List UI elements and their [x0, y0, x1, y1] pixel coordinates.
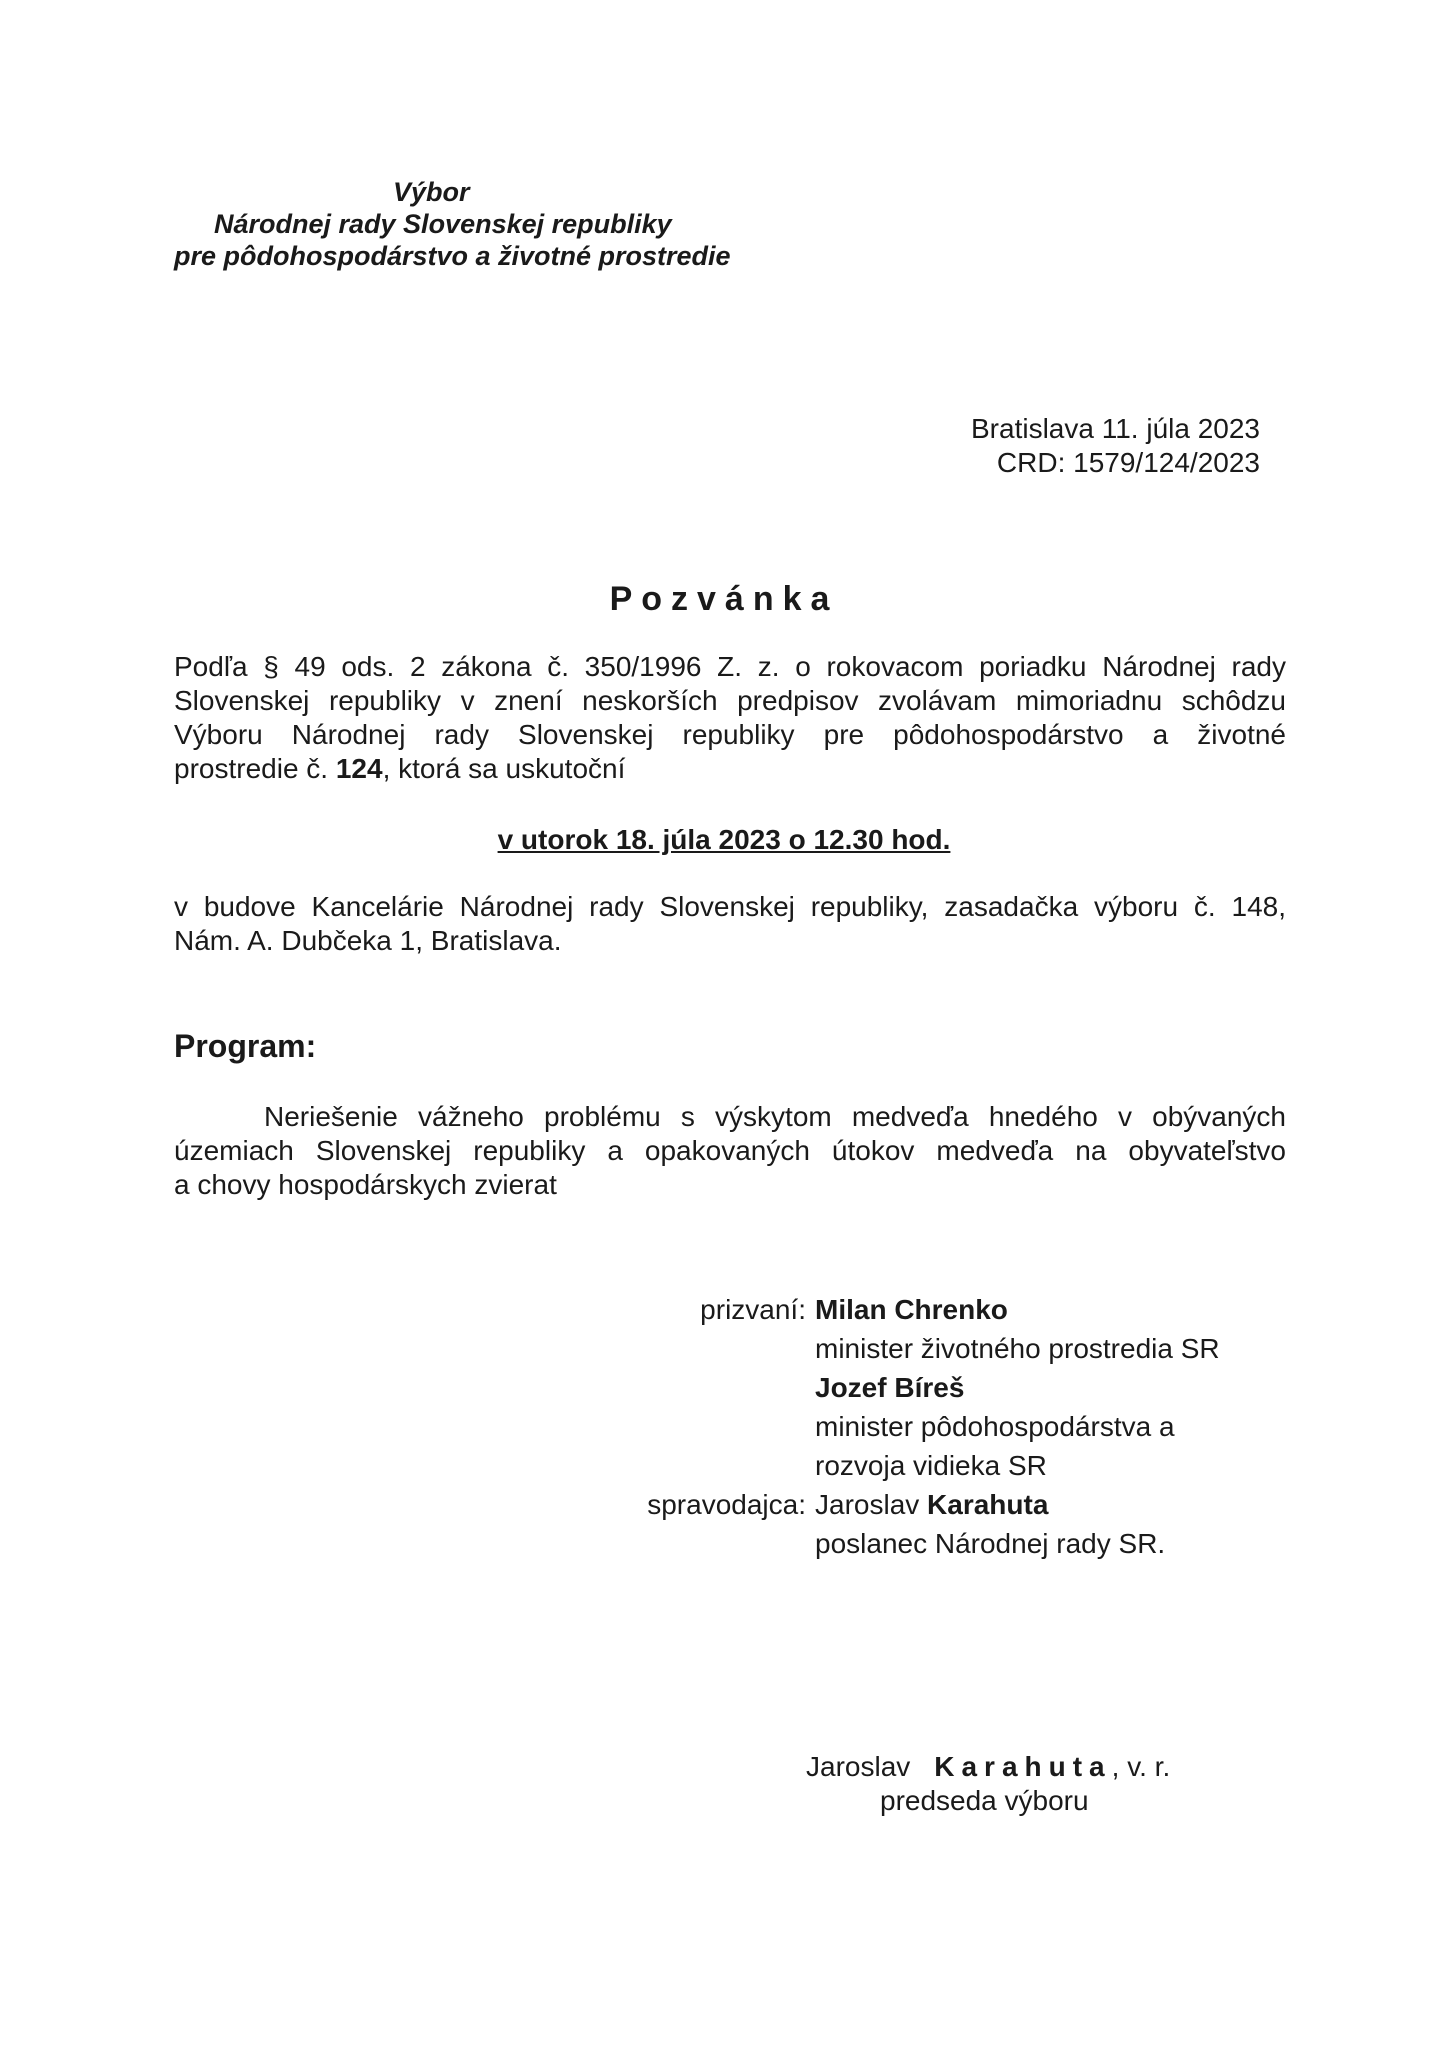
program-line-2: územiach Slovenskej republiky a opakovaných útokov medveďa na obyvateľstvo [174, 1135, 1286, 1166]
location-line-2: Nám. A. Dubčeka 1, Bratislava. [174, 925, 562, 956]
intro-line-4 [174, 752, 1286, 786]
signature-role: predseda výboru [880, 1785, 1089, 1816]
reference-number: CRD: 1579/124/2023 [996, 447, 1260, 478]
location-line-1: v budove Kancelárie Národnej rady Slovenskej republiky, zasadačka výboru č. 148, [174, 891, 1286, 922]
intro-line-4-pre: prostredie č. [174, 753, 336, 784]
invited-person-1-role: minister životného prostredia SR [815, 1333, 1220, 1364]
invited-person-2-role-1: minister pôdohospodárstva a [815, 1411, 1175, 1442]
invited-person-2-name: Jozef Bíreš [815, 1372, 965, 1403]
intro-line-3: Výboru Národnej rady Slovenskej republiky pre pôdohospodárstvo a životné [174, 719, 1286, 750]
invited-person-1-name: Milan Chrenko [815, 1294, 1008, 1325]
header-line-2: Národnej rady Slovenskej republiky [214, 209, 672, 239]
program-paragraph [174, 1100, 1286, 1202]
location-paragraph [174, 890, 1286, 958]
header-line-1: Výbor [393, 177, 470, 207]
program-heading: Program: [174, 1028, 317, 1064]
persons-block [0, 1290, 1448, 1570]
header-line-3: pre pôdohospodárstvo a životné prostredie [174, 241, 731, 271]
intro-line-4-post: , ktorá sa uskutoční [382, 753, 626, 784]
program-line-3: a chovy hospodárskych zvierat [174, 1169, 557, 1200]
rapporteur-role: poslanec Národnej rady SR. [815, 1528, 1166, 1559]
program-line-1: Neriešenie vážneho problému s výskytom medveďa hnedého v obývaných [264, 1101, 1286, 1132]
intro-line-1: Podľa § 49 ods. 2 zákona č. 350/1996 Z. z. o rokovacom poriadku Národnej rady [174, 651, 1286, 682]
signature-first-name: Jaroslav [806, 1751, 911, 1782]
rapporteur-first-name: Jaroslav [815, 1489, 928, 1520]
rapporteur-name [815, 1485, 1048, 1524]
intro-paragraph [174, 650, 1286, 786]
committee-number: 124 [335, 753, 383, 784]
signature-suffix: , v. r. [1111, 1751, 1171, 1782]
date-block [900, 412, 1260, 480]
signature-name [806, 1750, 1170, 1784]
document-title: Pozvánka [609, 580, 839, 618]
invited-person-2-role-2: rozvoja vidieka SR [815, 1450, 1047, 1481]
intro-line-2: Slovenskej republiky v znení neskorších predpisov zvolávam mimoriadnu schôdzu [174, 685, 1286, 716]
rapporteur-label: spravodajca: [647, 1489, 806, 1520]
invited-label: prizvaní: [700, 1294, 806, 1325]
meeting-time: v utorok 18. júla 2023 o 12.30 hod. [497, 824, 951, 855]
place-date: Bratislava 11. júla 2023 [971, 413, 1260, 444]
signature-last-name: Karahuta [934, 1751, 1112, 1782]
rapporteur-last-name: Karahuta [927, 1489, 1049, 1520]
